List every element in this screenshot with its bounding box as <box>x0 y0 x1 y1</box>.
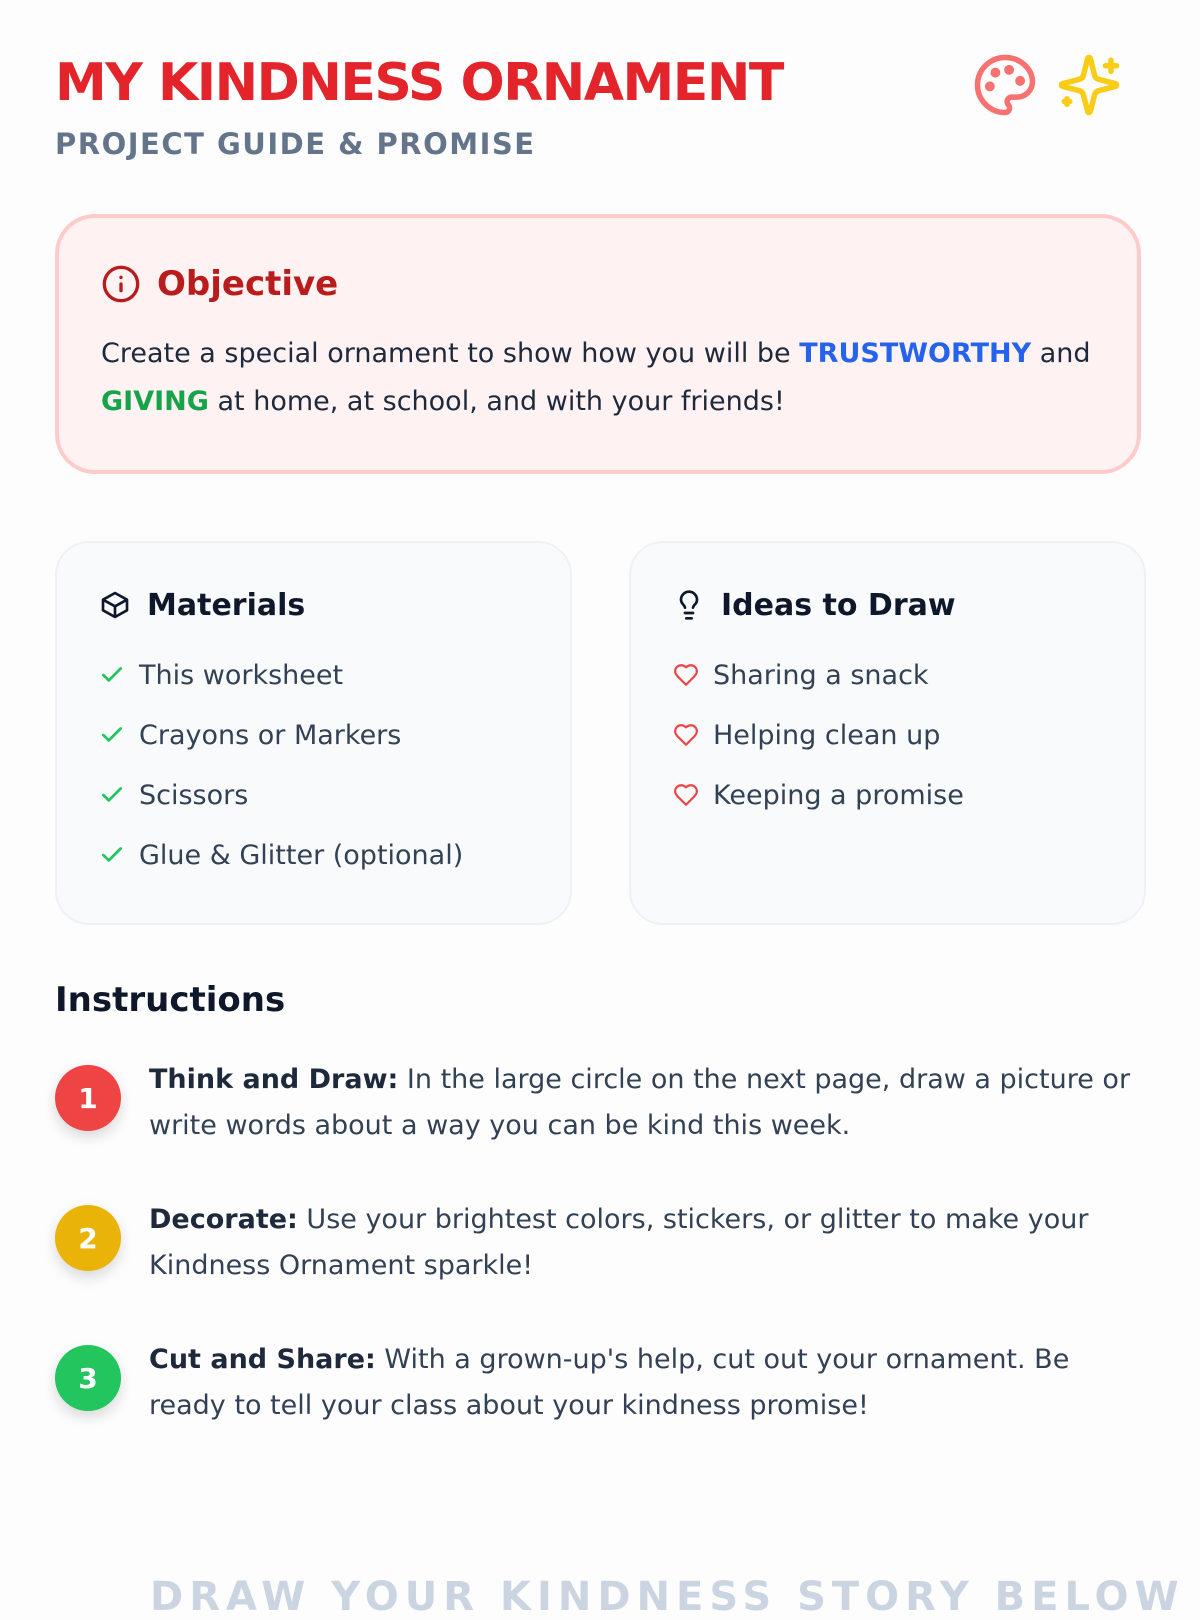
section-heading-partial: DRAW YOUR KINDNESS STORY BELOW <box>150 1574 1185 1620</box>
palette-icon <box>972 52 1038 118</box>
instruction-step <box>55 1345 1145 1439</box>
objective-heading-label: Objective <box>157 264 339 304</box>
info-icon <box>101 264 141 304</box>
list-item-label: Keeping a promise <box>713 779 964 811</box>
list-item-label: Crayons or Markers <box>139 719 402 751</box>
materials-heading-label: Materials <box>147 587 306 623</box>
check-icon <box>99 842 125 868</box>
step-description: Use your brightest colors, stickers, or glitter to make your Kindness Ornament sparkle! <box>149 1204 1089 1281</box>
materials-heading <box>99 583 528 627</box>
page-subtitle: PROJECT GUIDE & PROMISE <box>55 127 536 161</box>
step-text <box>149 1337 1145 1439</box>
list-item <box>99 645 528 705</box>
instruction-step <box>55 1205 1145 1299</box>
list-item <box>673 705 1102 765</box>
step-title: Think and Draw: <box>149 1064 399 1095</box>
step-text <box>149 1197 1145 1299</box>
step-number-badge: 2 <box>55 1205 121 1271</box>
check-icon <box>99 662 125 688</box>
heart-icon <box>673 782 699 808</box>
check-icon <box>99 722 125 748</box>
objective-heading <box>101 258 1095 310</box>
list-item <box>99 765 528 825</box>
heart-icon <box>673 662 699 688</box>
list-item-label: Glue & Glitter (optional) <box>139 839 464 871</box>
header-icons <box>972 52 1122 118</box>
lightbulb-icon <box>673 589 705 621</box>
instructions-heading: Instructions <box>55 980 286 1020</box>
objective-text-part: at home, at school, and with your friends! <box>208 386 785 417</box>
page-title: MY KINDNESS ORNAMENT <box>55 53 783 113</box>
ideas-card <box>629 541 1146 925</box>
materials-list <box>99 645 528 885</box>
step-title: Cut and Share: <box>149 1344 376 1375</box>
sparkles-icon <box>1056 52 1122 118</box>
header <box>55 48 1122 178</box>
check-icon <box>99 782 125 808</box>
keyword-trustworthy: TRUSTWORTHY <box>799 338 1032 369</box>
step-number-badge: 3 <box>55 1345 121 1411</box>
list-item-label: This worksheet <box>139 659 344 691</box>
list-item <box>673 765 1102 825</box>
objective-text <box>101 330 1095 426</box>
step-text <box>149 1057 1145 1159</box>
objective-box <box>55 214 1141 474</box>
ideas-list <box>673 645 1102 825</box>
list-item-label: Scissors <box>139 779 249 811</box>
list-item <box>673 645 1102 705</box>
ideas-heading <box>673 583 1102 627</box>
step-title: Decorate: <box>149 1204 298 1235</box>
list-item-label: Helping clean up <box>713 719 941 751</box>
box-icon <box>99 589 131 621</box>
objective-text-part: and <box>1031 338 1091 369</box>
instructions-list <box>55 1065 1145 1485</box>
list-item <box>99 825 528 885</box>
list-item-label: Sharing a snack <box>713 659 929 691</box>
materials-card <box>55 541 572 925</box>
step-number-badge: 1 <box>55 1065 121 1131</box>
list-item <box>99 705 528 765</box>
heart-icon <box>673 722 699 748</box>
keyword-giving: GIVING <box>101 386 209 417</box>
ideas-heading-label: Ideas to Draw <box>721 587 956 623</box>
step-description: With a grown-up's help, cut out your ornament. Be ready to tell your class about your kindness promise! <box>149 1344 1070 1421</box>
step-description: In the large circle on the next page, draw a picture or write words about a way you can be kind this week. <box>149 1064 1131 1141</box>
objective-text-part: Create a special ornament to show how you will be <box>101 338 800 369</box>
instruction-step <box>55 1065 1145 1159</box>
